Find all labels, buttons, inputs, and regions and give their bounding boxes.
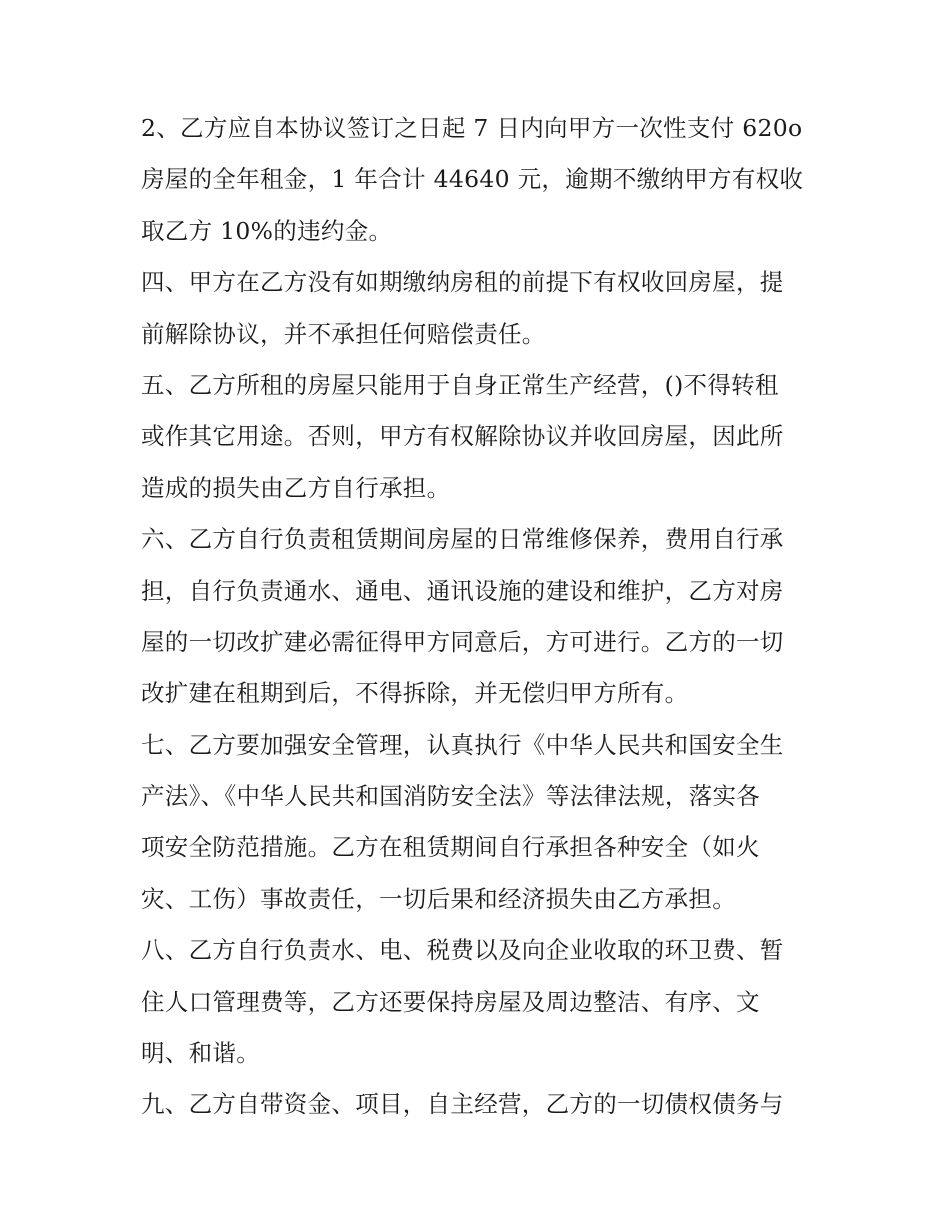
text-line: 前解除协议，并不承担任何赔偿责任。 xyxy=(141,319,546,348)
text-line: 造成的损失由乙方自行承担。 xyxy=(141,473,451,502)
text-line: 产法》、《中华人民共和国消防安全法》等法律法规，落实各 xyxy=(141,782,761,811)
text-line: 或作其它用途。否则，甲方有权解除协议并收回房屋，因此所 xyxy=(141,422,784,451)
text-line: 八、乙方自行负责水、电、税费以及向企业收取的环卫费、暂 xyxy=(141,936,784,965)
text-line: 明、和谐。 xyxy=(141,1039,260,1068)
text-line: 六、乙方自行负责租赁期间房屋的日常维修保养，费用自行承 xyxy=(141,525,784,554)
text-line: 屋的一切改扩建必需征得甲方同意后，方可进行。乙方的一切 xyxy=(141,627,784,656)
text-line: 2、乙方应自本协议签订之日起 7 日内向甲方一次性支付 620o xyxy=(141,114,803,142)
text-line: 七、乙方要加强安全管理，认真执行《中华人民共和国安全生 xyxy=(141,730,784,759)
text-line: 四、甲方在乙方没有如期缴纳房租的前提下有权收回房屋，提 xyxy=(141,268,784,297)
text-line: 灾、工伤）事故责任，一切后果和经济损失由乙方承担。 xyxy=(141,884,736,913)
text-line: 五、乙方所租的房屋只能用于自身正常生产经营，()不得转租 xyxy=(141,370,779,399)
text-line: 住人口管理费等，乙方还要保持房屋及周边整洁、有序、文 xyxy=(141,987,760,1016)
text-line: 房屋的全年租金，1 年合计 44640 元，逾期不缴纳甲方有权收 xyxy=(141,165,804,194)
text-line: 九、乙方自带资金、项目，自主经营，乙方的一切债权债务与 xyxy=(141,1090,784,1119)
text-line: 项安全防范措施。乙方在租赁期间自行承担各种安全（如火 xyxy=(141,833,760,862)
text-line: 改扩建在租期到后，不得拆除，并无偿归甲方所有。 xyxy=(141,679,689,708)
document-body xyxy=(141,103,816,1131)
text-line: 担，自行负责通水、通电、通讯设施的建设和维护，乙方对房 xyxy=(141,576,784,605)
text-line: 取乙方 10%的违约金。 xyxy=(141,216,393,245)
